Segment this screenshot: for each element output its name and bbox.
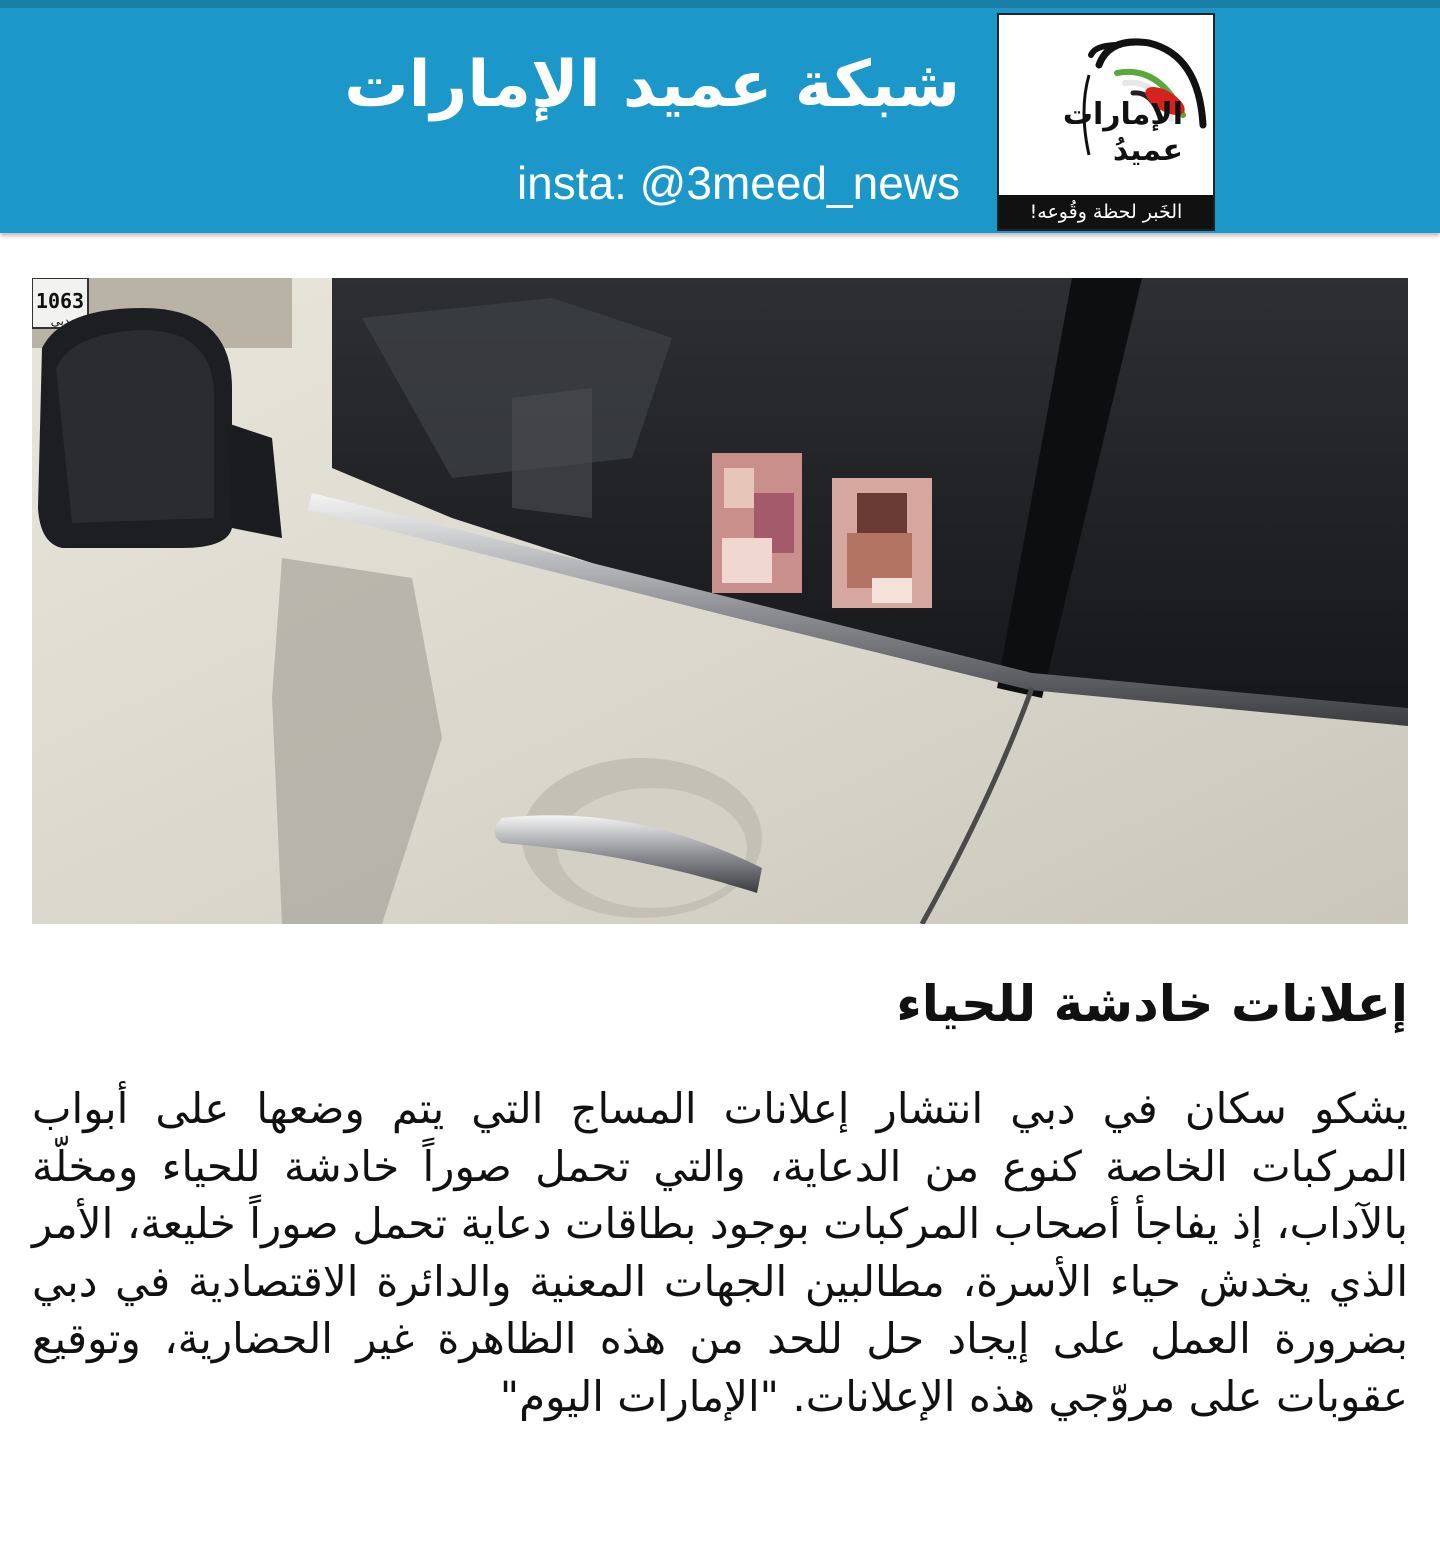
article-title: إعلانات خادشة للحياء [896,975,1408,1033]
header-banner [0,8,1440,233]
logo-name-line2: عميدُ [1112,133,1183,168]
brand-logo [997,13,1215,231]
plate-number: 1063 [35,289,85,313]
article-photo [32,278,1408,924]
logo-tagline: الخَبر لحظة وقُوعه! [999,195,1213,229]
car-photo-illustration [32,278,1408,924]
logo-name [1013,97,1183,169]
plate-text: دبي [50,314,70,328]
page-title: شبكة عميد الإمارات [344,48,960,122]
status-strip [0,0,1440,8]
article-body: يشكو سكان في دبي انتشار إعلانات المساج التي يتم وضعها على أبواب المركبات الخاصة كنوع من الدعاية، والتي تحمل صوراً خادشة للحياء ومخلّة بالآداب، إذ يفاجأ أصحاب المركبات بوجود بطاقات دعاية تحمل صوراً خليعة، الأمر الذي يخدش حياء الأسرة، مطالبين الجهات المعنية والدائرة الاقتصادية في دبي بضرورة العمل على إيجاد حل للحد من هذه الظاهرة غير الحضارية، وتوقيع عقوبات على مروّجي هذه الإعلانات. "الإمارات اليوم" [32,1084,1408,1421]
logo-name-line1: الإمارات [1062,97,1183,132]
instagram-handle: insta: @3meed_news [516,157,960,209]
